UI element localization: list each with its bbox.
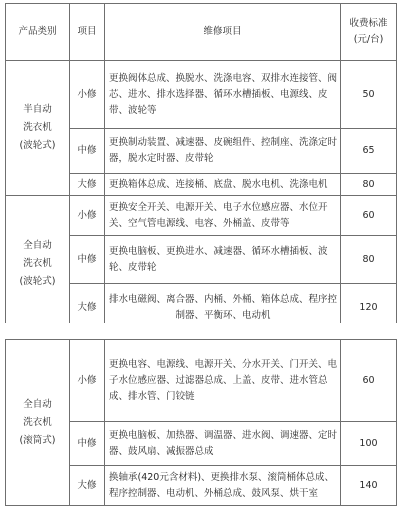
fee-cell: 60 <box>341 196 397 236</box>
items-cell: 更换安全开关、电源开关、电子水位感应器、水位开关、空气管电源线、电容、外桶盖、皮带等 <box>105 196 341 236</box>
level-cell: 小修 <box>70 196 105 236</box>
level-cell: 小修 <box>70 340 105 422</box>
category-line: 洗衣机 <box>23 416 52 428</box>
fee-cell: 100 <box>341 422 397 466</box>
level-cell: 中修 <box>70 129 105 174</box>
items-cell: 换轴承(420元含材料)、更换排水泵、滚筒桶体总成、程序控制器、电动机、外桶总成、鼓风泵、烘干室 <box>105 466 341 506</box>
category-cell <box>6 61 70 196</box>
category-line: 全自动 <box>23 398 52 410</box>
category-line: 洗衣机 <box>23 122 52 133</box>
fee-cell: 65 <box>341 129 397 174</box>
level-cell: 小修 <box>70 61 105 129</box>
header-fee-line1: 收费标准 <box>349 18 388 29</box>
repair-fee-table-bottom <box>5 339 397 506</box>
header-level: 项目 <box>70 4 105 61</box>
items-cell: 更换箱体总成、连接桶、底盘、脱水电机、洗涤电机 <box>105 174 341 196</box>
repair-fee-table-top <box>5 3 397 332</box>
category-cell <box>6 196 70 332</box>
fee-cell: 140 <box>341 466 397 506</box>
header-row <box>6 4 397 61</box>
level-cell: 大修 <box>70 466 105 506</box>
category-line: 洗衣机 <box>23 257 52 269</box>
fee-cell: 80 <box>341 174 397 196</box>
level-cell: 大修 <box>70 284 105 332</box>
header-fee-line2: (元/台) <box>353 34 384 45</box>
items-cell: 更换阀体总成、换脱水、洗涤电容、双排水连接管、阀芯、进水、排水选择器、循环水槽插板、电源线、皮带、波轮等 <box>105 61 341 129</box>
header-fee <box>341 4 397 61</box>
fee-cell: 80 <box>341 236 397 284</box>
header-items: 维修项目 <box>105 4 341 61</box>
level-cell: 中修 <box>70 422 105 466</box>
table-row <box>6 61 397 129</box>
fee-cell: 120 <box>341 284 397 332</box>
category-line: (波轮式) <box>19 140 56 151</box>
fee-cell: 50 <box>341 61 397 129</box>
items-cell: 更换电脑板、更换进水、减速器、循环水槽插板、波轮、皮带轮 <box>105 236 341 284</box>
level-cell: 中修 <box>70 236 105 284</box>
section-gap <box>0 323 400 339</box>
items-cell: 更换制动装置、减速器、皮碗组件、控制座、洗涤定时器，脱水定时器、皮带轮 <box>105 129 341 174</box>
fee-cell: 60 <box>341 340 397 422</box>
items-cell: 更换电容、电源线、电源开关、分水开关、门开关、电子水位感应器、过滤器总成、上盖、皮带、进水管总成、排水管、门铰链 <box>105 340 341 422</box>
category-line: (波轮式) <box>19 275 56 287</box>
table-row <box>6 196 397 236</box>
header-category: 产品类别 <box>6 4 70 61</box>
items-cell: 排水电磁阀、离合器、内桶、外桶、箱体总成、程序控制器、平衡环、电动机 <box>105 284 341 332</box>
table-row <box>6 340 397 422</box>
category-line: 半自动 <box>23 104 52 115</box>
category-line: (滚筒式) <box>19 434 56 446</box>
category-line: 全自动 <box>23 239 52 251</box>
items-cell: 更换电脑板、加热器、调温器、进水阀、调速器、定时器、鼓风扇、减振器总成 <box>105 422 341 466</box>
category-cell <box>6 340 70 506</box>
level-cell: 大修 <box>70 174 105 196</box>
